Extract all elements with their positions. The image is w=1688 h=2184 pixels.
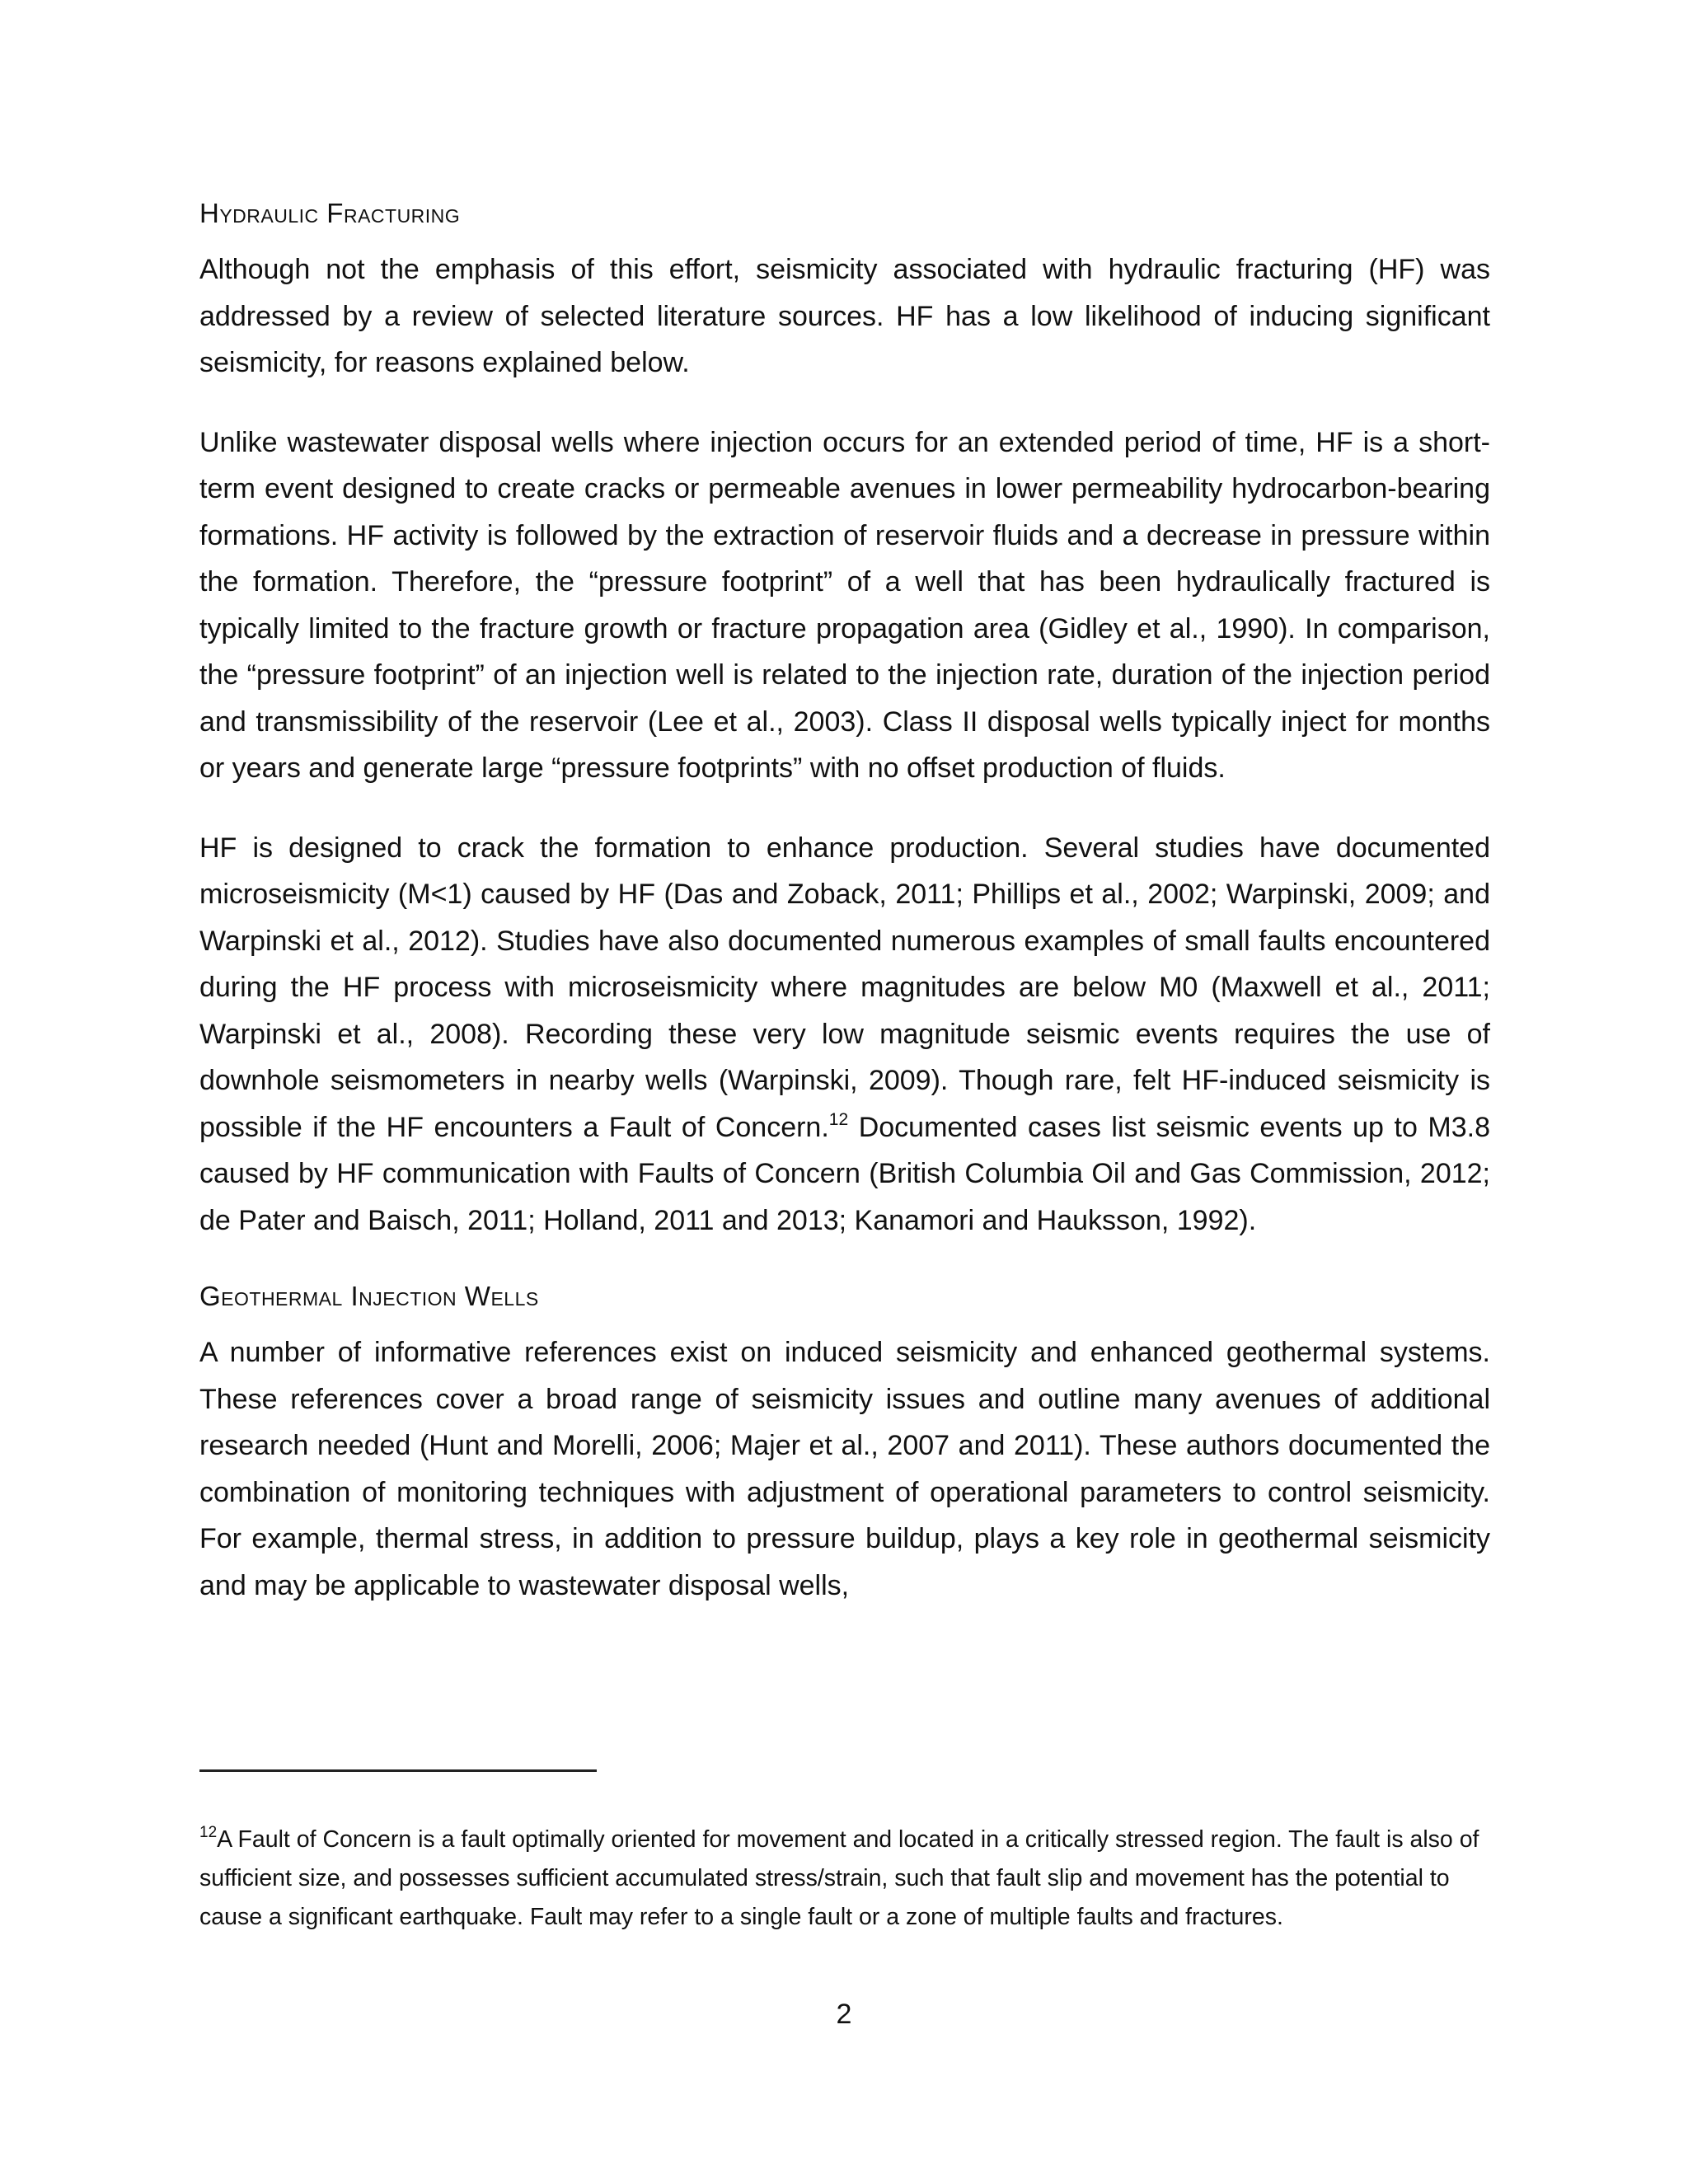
footnote-marker: 12 bbox=[199, 1824, 218, 1841]
footnote-reference-12[interactable]: 12 bbox=[828, 1109, 849, 1129]
page-body bbox=[199, 194, 1490, 1609]
paragraph-geothermal: A number of informative references exist on induced seismicity and enhanced geothermal systems. These references cover a broad range of seismicity issues and outline many avenues of additional research needed (Hunt and Morelli, 2006; Majer et al., 2007 and 2011). These authors documented the combination of monitoring techniques with adjustment of operational parameters to control seismicity. For example, thermal stress, in addition to pressure buildup, plays a key role in geothermal seismicity and may be applicable to wastewater disposal wells, bbox=[199, 1337, 1490, 1601]
footnote-separator bbox=[199, 1769, 597, 1772]
footnote-text: A Fault of Concern is a fault optimally oriented for movement and located in a critically stressed region. The fault is also of sufficient size, and possesses sufficient accumulated stress/strain, such that fault slip and movement has the potential to cause a significant earthquake. Fault may refer to a single fault or a zone of multiple faults and fractures. bbox=[199, 1826, 1479, 1930]
page-number: 2 bbox=[836, 1999, 852, 2030]
section-heading-hydraulic-fracturing: Hydraulic Fracturing bbox=[199, 198, 461, 228]
paragraph-text-after-note: Documented cases list seismic events up to M3.8 caused by HF communication with Faults of Concern (British Columbia Oil and Gas Commission, 2012; de Pater and Baisch, 2011; Holland, 2011 and 2013; Kanamori and Hauksson, 1992). bbox=[199, 1111, 1491, 1236]
paragraph-hf-pressure-footprint: Unlike wastewater disposal wells where injection occurs for an extended period of time, HF is a short-term event designed to create cracks or permeable avenues in lower permeability hydrocarbon-bearing formations. HF activity is followed by the extraction of reservoir fluids and a decrease in pressure within the formation. Therefore, the “pressure footprint” of a well that has been hydraulically fractured is typically limited to the fracture growth or fracture propagation area (Gidley et al., 1990). In comparison, the “pressure footprint” of an injection well is related to the injection rate, duration of the injection period and transmissibility of the reservoir (Lee et al., 2003). Class II disposal wells typically inject for months or years and generate large “pressure footprints” with no offset production of fluids. bbox=[199, 426, 1490, 784]
paragraph-hf-intro: Although not the emphasis of this effort, seismicity associated with hydraulic fracturing (HF) was addressed by a review of selected literature sources. HF has a low likelihood of inducing significant seismicity, for reasons explained below. bbox=[199, 254, 1490, 378]
paragraph-hf-microseismicity bbox=[199, 825, 1490, 1244]
footnote-12 bbox=[199, 1821, 1490, 1937]
section-heading-geothermal-injection-wells: Geothermal Injection Wells bbox=[199, 1281, 539, 1311]
paragraph-text-before-note: HF is designed to crack the formation to enhance production. Several studies have documented microseismicity (M<1) caused by HF (Das and Zoback, 2011; Phillips et al., 2002; Warpinski, 2009; and Warpinski et al., 2012). Studies have also documented numerous examples of small faults encountered during the HF process with microseismicity where magnitudes are below M0 (Maxwell et al., 2011; Warpinski et al., 2008). Recording these very low magnitude seismic events requires the use of downhole seismometers in nearby wells (Warpinski, 2009). Though rare, felt HF-induced seismicity is possible if the HF encounters a Fault of Concern. bbox=[199, 832, 1490, 1143]
